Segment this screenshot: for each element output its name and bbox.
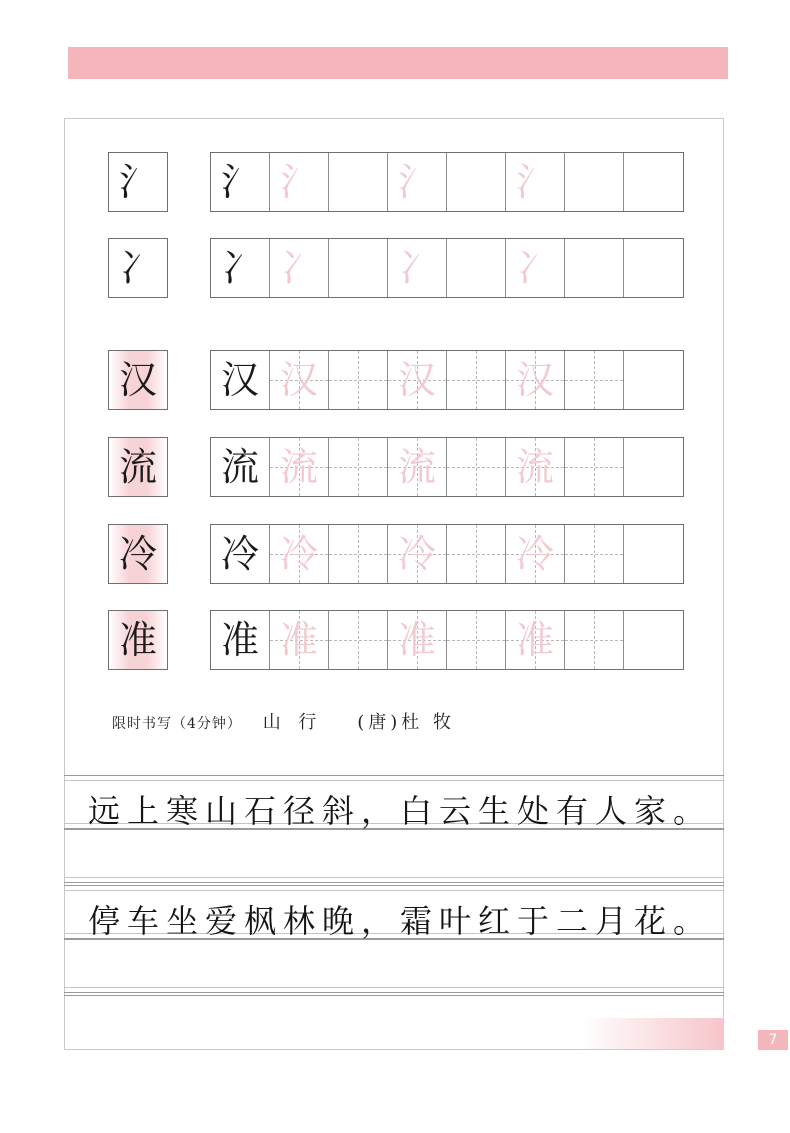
blank-cell[interactable] <box>329 351 388 409</box>
trace-cell[interactable]: 流 <box>506 438 565 496</box>
poem-line-2: 停车坐爱枫林晚，霜叶红于二月花。 <box>88 902 713 940</box>
poem-line-1: 远上寒山石径斜，白云生处有人家。 <box>88 792 713 830</box>
model-cell: 冷 <box>211 525 270 583</box>
trace-cell[interactable]: 准 <box>388 611 447 669</box>
model-cell: 氵 <box>211 153 270 211</box>
sample-cell: 冫 <box>108 238 168 298</box>
blank-cell[interactable] <box>624 611 683 669</box>
poem-title: 山 行 <box>262 712 323 733</box>
writing-line-4[interactable] <box>64 939 724 993</box>
model-cell: 冫 <box>211 239 270 297</box>
trace-cell[interactable]: 流 <box>388 438 447 496</box>
trace-cell[interactable]: 氵 <box>388 153 447 211</box>
blank-cell[interactable] <box>329 438 388 496</box>
blank-cell[interactable] <box>447 611 506 669</box>
trace-cell[interactable]: 准 <box>506 611 565 669</box>
trace-cell[interactable]: 冷 <box>388 525 447 583</box>
blank-cell[interactable] <box>447 525 506 583</box>
sample-cell: 汉 <box>108 350 168 410</box>
blank-cell[interactable] <box>565 153 624 211</box>
poem-author: (唐)杜 牧 <box>357 712 455 733</box>
blank-cell[interactable] <box>329 153 388 211</box>
model-cell: 汉 <box>211 351 270 409</box>
tracing-grid <box>210 524 684 584</box>
exercise-caption <box>112 708 455 734</box>
trace-cell[interactable]: 准 <box>270 611 329 669</box>
tracing-grid <box>210 238 684 298</box>
blank-cell[interactable] <box>565 611 624 669</box>
blank-cell[interactable] <box>329 525 388 583</box>
blank-cell[interactable] <box>624 525 683 583</box>
blank-cell[interactable] <box>447 239 506 297</box>
model-cell: 流 <box>211 438 270 496</box>
blank-cell[interactable] <box>447 153 506 211</box>
blank-cell[interactable] <box>624 438 683 496</box>
blank-cell[interactable] <box>329 239 388 297</box>
trace-cell[interactable]: 汉 <box>506 351 565 409</box>
top-color-band <box>68 47 728 79</box>
trace-cell[interactable]: 冫 <box>506 239 565 297</box>
blank-cell[interactable] <box>447 351 506 409</box>
sample-cell: 氵 <box>108 152 168 212</box>
trace-cell[interactable]: 氵 <box>270 153 329 211</box>
writing-line-5[interactable] <box>64 995 724 996</box>
tracing-grid <box>210 350 684 410</box>
tracing-grid <box>210 437 684 497</box>
blank-cell[interactable] <box>624 153 683 211</box>
blank-cell[interactable] <box>624 239 683 297</box>
sample-cell: 冷 <box>108 524 168 584</box>
sample-cell: 准 <box>108 610 168 670</box>
trace-cell[interactable]: 冷 <box>270 525 329 583</box>
tracing-grid <box>210 152 684 212</box>
blank-cell[interactable] <box>565 239 624 297</box>
trace-cell[interactable]: 氵 <box>506 153 565 211</box>
tracing-grid <box>210 610 684 670</box>
trace-cell[interactable]: 流 <box>270 438 329 496</box>
writing-line-2[interactable] <box>64 829 724 883</box>
corner-color-band <box>580 1018 724 1050</box>
trace-cell[interactable]: 冷 <box>506 525 565 583</box>
blank-cell[interactable] <box>565 438 624 496</box>
timed-writing-label: 限时书写（4分钟） <box>112 716 242 732</box>
blank-cell[interactable] <box>447 438 506 496</box>
trace-cell[interactable]: 冫 <box>388 239 447 297</box>
trace-cell[interactable]: 汉 <box>270 351 329 409</box>
blank-cell[interactable] <box>565 351 624 409</box>
trace-cell[interactable]: 冫 <box>270 239 329 297</box>
page-number: 7 <box>758 1030 788 1050</box>
trace-cell[interactable]: 汉 <box>388 351 447 409</box>
blank-cell[interactable] <box>624 351 683 409</box>
blank-cell[interactable] <box>329 611 388 669</box>
model-cell: 准 <box>211 611 270 669</box>
blank-cell[interactable] <box>565 525 624 583</box>
sample-cell: 流 <box>108 437 168 497</box>
